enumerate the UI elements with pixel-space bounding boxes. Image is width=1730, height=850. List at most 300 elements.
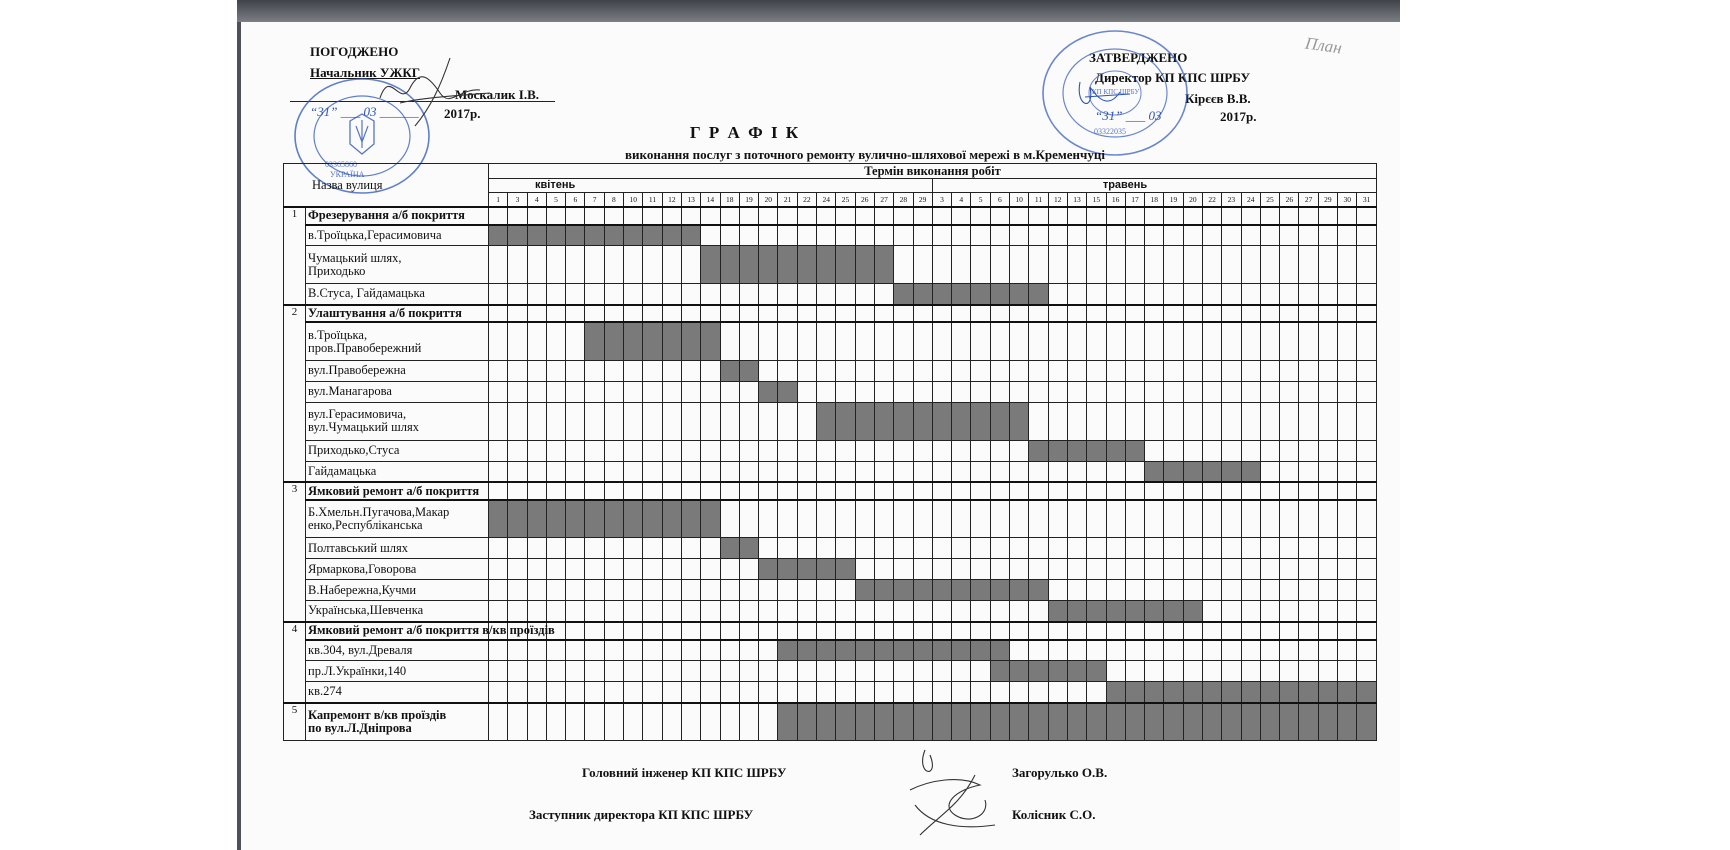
grid-cell — [836, 381, 855, 402]
grid-cell — [1338, 360, 1357, 381]
schedule-row — [284, 284, 1377, 305]
grid-cell — [681, 661, 700, 682]
work-item-label — [306, 440, 489, 461]
grid-cell — [1318, 322, 1337, 360]
grid-cell — [508, 461, 527, 482]
grid-cell — [1280, 601, 1299, 622]
grid-cell — [913, 440, 932, 461]
grid-cell — [585, 440, 604, 461]
grid-cell — [855, 305, 874, 323]
gantt-bar-cell — [990, 284, 1009, 305]
grid-cell — [1087, 500, 1106, 538]
day-header: 22 — [1202, 193, 1221, 208]
grid-cell — [643, 360, 662, 381]
gantt-bar-cell — [1125, 601, 1144, 622]
gantt-bar-cell — [720, 246, 739, 284]
grid-cell — [990, 500, 1009, 538]
grid-cell — [1222, 500, 1241, 538]
gantt-bar-cell — [1357, 703, 1377, 741]
grid-cell — [1183, 440, 1202, 461]
grid-cell — [624, 360, 643, 381]
grid-cell — [1106, 622, 1125, 640]
grid-cell — [1241, 559, 1260, 580]
schedule-row — [284, 461, 1377, 482]
grid-cell — [546, 305, 565, 323]
grid-cell — [1010, 225, 1029, 246]
grid-cell — [932, 682, 951, 703]
grid-cell — [1338, 207, 1357, 225]
grid-cell — [720, 640, 739, 661]
grid-cell — [566, 482, 585, 500]
day-header: 5 — [971, 193, 990, 208]
gantt-bar-cell — [1222, 703, 1241, 741]
grid-cell — [508, 601, 527, 622]
gantt-bar-cell — [913, 640, 932, 661]
gantt-bar-cell — [1202, 461, 1221, 482]
grid-cell — [1299, 538, 1318, 559]
grid-cell — [1067, 402, 1086, 440]
grid-cell — [952, 246, 971, 284]
gantt-bar-cell — [720, 360, 739, 381]
grid-cell — [971, 305, 990, 323]
gantt-bar-cell — [1029, 703, 1048, 741]
grid-cell — [1222, 661, 1241, 682]
grid-cell — [971, 559, 990, 580]
gantt-bar-cell — [546, 500, 565, 538]
grid-cell — [759, 538, 778, 559]
grid-cell — [1299, 580, 1318, 601]
grid-cell — [1241, 661, 1260, 682]
gantt-bar-cell — [1241, 461, 1260, 482]
grid-cell — [1125, 580, 1144, 601]
day-header: 16 — [1106, 193, 1125, 208]
grid-cell — [1222, 559, 1241, 580]
gantt-bar-cell — [681, 500, 700, 538]
day-header: 28 — [894, 193, 913, 208]
gantt-bar-cell — [797, 559, 816, 580]
day-header: 18 — [720, 193, 739, 208]
work-item-line: Ярмаркова,Говорова — [308, 561, 417, 576]
grid-cell — [1087, 284, 1106, 305]
grid-cell — [778, 682, 797, 703]
grid-cell — [1318, 640, 1337, 661]
grid-cell — [681, 207, 700, 225]
grid-cell — [1280, 482, 1299, 500]
work-item-label — [306, 284, 489, 305]
grid-cell — [1357, 500, 1377, 538]
gantt-bar-cell — [1318, 703, 1337, 741]
gantt-bar-cell — [990, 661, 1009, 682]
gantt-bar-cell — [527, 500, 546, 538]
grid-cell — [489, 284, 508, 305]
approved-right-heading: ЗАТВЕРДЖЕНО — [1089, 50, 1188, 65]
gantt-bar-cell — [1338, 703, 1357, 741]
grid-cell — [913, 207, 932, 225]
grid-cell — [817, 482, 836, 500]
gantt-bar-cell — [971, 580, 990, 601]
month-april: квітень — [489, 179, 933, 193]
day-header: 3 — [932, 193, 951, 208]
grid-cell — [1010, 440, 1029, 461]
grid-cell — [1299, 601, 1318, 622]
grid-cell — [604, 246, 623, 284]
gantt-bar-cell — [1048, 440, 1067, 461]
grid-cell — [1318, 461, 1337, 482]
grid-cell — [1260, 305, 1279, 323]
grid-cell — [527, 661, 546, 682]
day-header: 29 — [913, 193, 932, 208]
work-item-line: Чумацький шлях, — [308, 250, 402, 265]
grid-cell — [759, 284, 778, 305]
grid-cell — [489, 440, 508, 461]
grid-cell — [739, 322, 758, 360]
gantt-bar-cell — [759, 246, 778, 284]
grid-cell — [759, 500, 778, 538]
grid-cell — [932, 440, 951, 461]
grid-cell — [797, 381, 816, 402]
work-item-line: В.Стуса, Гайдамацька — [308, 286, 425, 301]
stamp-right-label: КП КПС ШРБУ — [1092, 88, 1140, 96]
gantt-bar-cell — [720, 538, 739, 559]
grid-cell — [1299, 322, 1318, 360]
grid-cell — [701, 207, 720, 225]
gantt-bar-cell — [952, 703, 971, 741]
grid-cell — [952, 322, 971, 360]
grid-cell — [739, 682, 758, 703]
grid-cell — [1145, 482, 1164, 500]
grid-cell — [681, 538, 700, 559]
grid-cell — [1145, 305, 1164, 323]
grid-cell — [836, 207, 855, 225]
group-number: 4 — [284, 622, 306, 703]
grid-cell — [1202, 622, 1221, 640]
gantt-bar-cell — [797, 640, 816, 661]
grid-cell — [1318, 500, 1337, 538]
grid-cell — [1338, 622, 1357, 640]
gantt-bar-cell — [1048, 703, 1067, 741]
grid-cell — [874, 461, 893, 482]
grid-cell — [489, 580, 508, 601]
grid-cell — [527, 559, 546, 580]
grid-cell — [1125, 305, 1144, 323]
work-item-line: вул.Чумацький шлях — [308, 420, 419, 435]
group-title: Ямковий ремонт а/б покриття — [306, 482, 489, 500]
grid-cell — [604, 381, 623, 402]
grid-cell — [1125, 381, 1144, 402]
work-item-line: Полтавський шлях — [308, 540, 409, 555]
grid-cell — [701, 661, 720, 682]
grid-cell — [971, 246, 990, 284]
grid-cell — [1067, 500, 1086, 538]
grid-cell — [1106, 207, 1125, 225]
grid-cell — [1202, 381, 1221, 402]
grid-cell — [971, 500, 990, 538]
grid-cell — [643, 381, 662, 402]
grid-cell — [585, 703, 604, 741]
grid-cell — [604, 482, 623, 500]
grid-cell — [739, 225, 758, 246]
gantt-bar-cell — [1164, 703, 1183, 741]
grid-cell — [1067, 682, 1086, 703]
grid-cell — [1357, 482, 1377, 500]
day-header: 11 — [643, 193, 662, 208]
grid-cell — [1357, 402, 1377, 440]
grid-cell — [1087, 225, 1106, 246]
grid-cell — [1299, 402, 1318, 440]
work-item-line: Капремонт в/кв проїздів — [308, 707, 447, 722]
gantt-bar-cell — [855, 402, 874, 440]
grid-cell — [546, 284, 565, 305]
grid-cell — [817, 461, 836, 482]
grid-cell — [1125, 402, 1144, 440]
grid-cell — [1106, 580, 1125, 601]
grid-cell — [604, 440, 623, 461]
grid-cell — [874, 305, 893, 323]
grid-cell — [797, 622, 816, 640]
grid-cell — [566, 305, 585, 323]
grid-cell — [797, 402, 816, 440]
grid-cell — [720, 500, 739, 538]
grid-cell — [624, 461, 643, 482]
grid-cell — [894, 305, 913, 323]
grid-cell — [1145, 284, 1164, 305]
gantt-bar-cell — [1048, 661, 1067, 682]
grid-cell — [1125, 559, 1144, 580]
gantt-bar-cell — [1087, 440, 1106, 461]
grid-cell — [1087, 482, 1106, 500]
grid-cell — [952, 482, 971, 500]
gantt-bar-cell — [797, 246, 816, 284]
grid-cell — [1357, 225, 1377, 246]
gantt-bar-cell — [778, 703, 797, 741]
group-header-row — [284, 207, 1377, 225]
gantt-bar-cell — [1145, 703, 1164, 741]
grid-cell — [1010, 207, 1029, 225]
grid-cell — [739, 559, 758, 580]
grid-cell — [508, 440, 527, 461]
grid-cell — [1106, 661, 1125, 682]
work-item-label — [306, 360, 489, 381]
grid-cell — [990, 622, 1009, 640]
grid-cell — [874, 559, 893, 580]
grid-cell — [1087, 381, 1106, 402]
grid-cell — [971, 322, 990, 360]
gantt-bar-cell — [971, 640, 990, 661]
grid-cell — [971, 622, 990, 640]
grid-cell — [1164, 402, 1183, 440]
grid-cell — [759, 322, 778, 360]
grid-cell — [508, 284, 527, 305]
grid-cell — [624, 661, 643, 682]
grid-cell — [662, 305, 681, 323]
gantt-bar-cell — [1010, 284, 1029, 305]
gantt-bar-cell — [778, 246, 797, 284]
grid-cell — [855, 482, 874, 500]
grid-cell — [894, 661, 913, 682]
grid-cell — [739, 661, 758, 682]
grid-cell — [1145, 360, 1164, 381]
grid-cell — [971, 482, 990, 500]
grid-cell — [1067, 640, 1086, 661]
grid-cell — [1299, 482, 1318, 500]
grid-cell — [1164, 500, 1183, 538]
grid-cell — [739, 402, 758, 440]
grid-cell — [1202, 482, 1221, 500]
grid-cell — [566, 538, 585, 559]
grid-cell — [1183, 661, 1202, 682]
grid-cell — [759, 682, 778, 703]
gantt-bar-cell — [1357, 682, 1377, 703]
grid-cell — [701, 284, 720, 305]
gantt-bar-cell — [701, 322, 720, 360]
group-title: Улаштування а/б покриття — [306, 305, 489, 323]
gantt-bar-cell — [1241, 682, 1260, 703]
grid-cell — [952, 440, 971, 461]
grid-cell — [701, 703, 720, 741]
grid-cell — [1145, 440, 1164, 461]
document-subtitle: виконання послуг з поточного ремонту вулично-шляхової мережі в м.Кременчуці — [625, 147, 1105, 162]
grid-cell — [643, 580, 662, 601]
grid-cell — [1280, 207, 1299, 225]
grid-cell — [894, 225, 913, 246]
grid-cell — [836, 661, 855, 682]
grid-cell — [1145, 246, 1164, 284]
grid-cell — [643, 622, 662, 640]
grid-cell — [855, 440, 874, 461]
grid-cell — [1338, 482, 1357, 500]
grid-cell — [932, 381, 951, 402]
grid-cell — [1241, 538, 1260, 559]
gantt-bar-cell — [836, 703, 855, 741]
work-item-line: вул.Герасимовича, — [308, 407, 407, 422]
grid-cell — [1087, 559, 1106, 580]
grid-cell — [1010, 482, 1029, 500]
grid-cell — [1106, 284, 1125, 305]
grid-cell — [778, 622, 797, 640]
grid-cell — [720, 661, 739, 682]
term-header: Термін виконання робіт — [489, 164, 1377, 179]
grid-cell — [778, 538, 797, 559]
grid-cell — [874, 207, 893, 225]
grid-cell — [1029, 559, 1048, 580]
grid-cell — [894, 482, 913, 500]
grid-cell — [1222, 601, 1241, 622]
group-title: Фрезерування а/б покриття — [306, 207, 489, 225]
grid-cell — [1202, 322, 1221, 360]
grid-cell — [1260, 402, 1279, 440]
grid-cell — [701, 538, 720, 559]
grid-cell — [1029, 622, 1048, 640]
grid-cell — [990, 461, 1009, 482]
grid-cell — [1010, 640, 1029, 661]
grid-cell — [1048, 402, 1067, 440]
grid-cell — [952, 601, 971, 622]
grid-cell — [662, 538, 681, 559]
grid-cell — [720, 225, 739, 246]
grid-cell — [836, 482, 855, 500]
group-header-row — [284, 305, 1377, 323]
grid-cell — [720, 482, 739, 500]
grid-cell — [1145, 225, 1164, 246]
grid-cell — [624, 682, 643, 703]
day-header: 25 — [836, 193, 855, 208]
gantt-bar-cell — [1202, 682, 1221, 703]
work-item-label — [306, 601, 489, 622]
grid-cell — [855, 381, 874, 402]
grid-cell — [932, 207, 951, 225]
grid-cell — [952, 500, 971, 538]
gantt-bar-cell — [855, 703, 874, 741]
day-header: 4 — [527, 193, 546, 208]
signature-right — [1070, 72, 1150, 122]
grid-cell — [662, 461, 681, 482]
grid-cell — [1241, 360, 1260, 381]
day-header: 13 — [1067, 193, 1086, 208]
work-item-line: кв.274 — [308, 684, 342, 699]
gantt-bar-cell — [1029, 284, 1048, 305]
grid-cell — [508, 322, 527, 360]
month-may: травень — [932, 179, 1376, 193]
grid-cell — [1029, 461, 1048, 482]
day-header: 12 — [662, 193, 681, 208]
grid-cell — [1260, 601, 1279, 622]
grid-cell — [585, 284, 604, 305]
grid-cell — [604, 682, 623, 703]
grid-cell — [1260, 482, 1279, 500]
grid-cell — [855, 682, 874, 703]
grid-cell — [624, 538, 643, 559]
grid-cell — [1299, 381, 1318, 402]
grid-cell — [1318, 482, 1337, 500]
grid-cell — [1299, 246, 1318, 284]
grid-cell — [1202, 360, 1221, 381]
grid-cell — [1087, 402, 1106, 440]
grid-cell — [1183, 284, 1202, 305]
grid-cell — [1125, 482, 1144, 500]
grid-cell — [1164, 225, 1183, 246]
grid-cell — [681, 559, 700, 580]
grid-cell — [952, 360, 971, 381]
grid-cell — [1202, 500, 1221, 538]
grid-cell — [624, 381, 643, 402]
grid-cell — [546, 322, 565, 360]
schedule-row — [284, 246, 1377, 284]
grid-cell — [990, 440, 1009, 461]
group-number: 5 — [284, 703, 306, 741]
grid-cell — [1338, 305, 1357, 323]
grid-cell — [527, 601, 546, 622]
day-header: 23 — [1222, 193, 1241, 208]
work-item-line: кв.304, вул.Древаля — [308, 642, 413, 657]
grid-cell — [855, 360, 874, 381]
grid-cell — [855, 207, 874, 225]
grid-cell — [874, 381, 893, 402]
grid-cell — [1029, 601, 1048, 622]
grid-cell — [1145, 580, 1164, 601]
grid-cell — [855, 225, 874, 246]
schedule-row — [284, 381, 1377, 402]
grid-cell — [797, 682, 816, 703]
grid-cell — [817, 225, 836, 246]
grid-cell — [1010, 622, 1029, 640]
grid-cell — [604, 601, 623, 622]
gantt-bar-cell — [662, 225, 681, 246]
group-number: 3 — [284, 482, 306, 622]
grid-cell — [1106, 225, 1125, 246]
grid-cell — [817, 360, 836, 381]
grid-cell — [681, 601, 700, 622]
grid-cell — [1125, 661, 1144, 682]
